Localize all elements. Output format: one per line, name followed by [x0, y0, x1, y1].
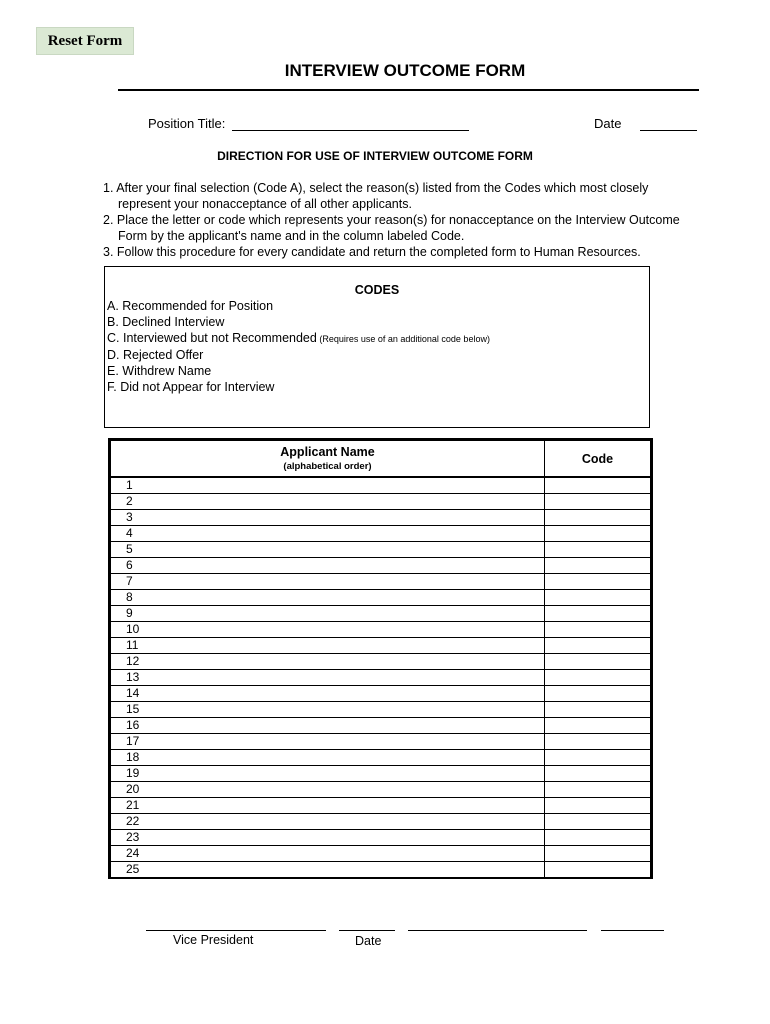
table-row	[110, 670, 652, 686]
applicant-table	[108, 438, 653, 879]
table-row	[110, 638, 652, 654]
table-row	[110, 558, 652, 574]
applicant-name-cell[interactable]: 23	[110, 830, 545, 846]
table-row	[110, 798, 652, 814]
applicant-name-cell[interactable]: 15	[110, 702, 545, 718]
codes-title: CODES	[354, 283, 400, 297]
code-cell[interactable]	[545, 798, 652, 814]
applicant-name-cell[interactable]: 7	[110, 574, 545, 590]
table-row	[110, 590, 652, 606]
applicant-name-cell[interactable]: 17	[110, 734, 545, 750]
code-cell[interactable]	[545, 686, 652, 702]
applicant-name-cell[interactable]: 11	[110, 638, 545, 654]
signature-date-label: Date	[355, 934, 382, 948]
instruction-item: 3. Follow this procedure for every candidate and return the completed form to Human Resources.	[103, 245, 641, 259]
table-row	[110, 654, 652, 670]
second-signature-line[interactable]	[408, 930, 587, 931]
table-row	[110, 734, 652, 750]
applicant-name-cell[interactable]: 1	[110, 477, 545, 494]
table-row	[110, 814, 652, 830]
code-cell[interactable]	[545, 734, 652, 750]
code-cell[interactable]	[545, 590, 652, 606]
code-cell[interactable]	[545, 814, 652, 830]
instruction-item: 2. Place the letter or code which represents your reason(s) for nonacceptance on the Interview Outcome Form by the applicant's name and in the column labeled Code.	[103, 213, 680, 243]
applicant-name-cell[interactable]: 25	[110, 862, 545, 879]
table-row	[110, 526, 652, 542]
applicant-name-cell[interactable]: 8	[110, 590, 545, 606]
code-header	[545, 440, 652, 478]
code-cell[interactable]	[545, 574, 652, 590]
table-row	[110, 686, 652, 702]
table-row	[110, 574, 652, 590]
code-cell[interactable]	[545, 766, 652, 782]
vp-date-line[interactable]	[339, 930, 395, 931]
instruction-item: 1. After your final selection (Code A), select the reason(s) listed from the Codes which most closely represent your nonacceptance of all other applicants.	[103, 181, 649, 211]
applicant-name-cell[interactable]: 20	[110, 782, 545, 798]
code-item-d: D. Rejected Offer	[107, 348, 204, 362]
title-divider	[118, 89, 699, 91]
vp-label: Vice President	[173, 933, 254, 947]
code-item-f: F. Did not Appear for Interview	[107, 380, 275, 394]
codes-list	[107, 298, 490, 395]
code-item-b: B. Declined Interview	[107, 315, 225, 329]
code-cell[interactable]	[545, 542, 652, 558]
vp-signature-line[interactable]	[146, 930, 326, 931]
position-title-label: Position Title:	[148, 116, 226, 131]
applicant-name-cell[interactable]: 19	[110, 766, 545, 782]
code-cell[interactable]	[545, 782, 652, 798]
code-cell[interactable]	[545, 526, 652, 542]
code-cell[interactable]	[545, 606, 652, 622]
table-row	[110, 846, 652, 862]
table-row	[110, 542, 652, 558]
applicant-name-cell[interactable]: 12	[110, 654, 545, 670]
code-cell[interactable]	[545, 862, 652, 879]
applicant-name-cell[interactable]: 3	[110, 510, 545, 526]
code-cell[interactable]	[545, 830, 652, 846]
applicant-name-header-sub: (alphabetical order)	[283, 461, 372, 472]
applicant-name-cell[interactable]: 4	[110, 526, 545, 542]
code-item-e: E. Withdrew Name	[107, 364, 212, 378]
applicant-name-cell[interactable]: 2	[110, 494, 545, 510]
applicant-name-header-label: Applicant Name	[280, 445, 375, 459]
applicant-name-header	[110, 440, 545, 478]
page-title: INTERVIEW OUTCOME FORM	[284, 61, 526, 80]
table-row	[110, 750, 652, 766]
applicant-name-cell[interactable]: 21	[110, 798, 545, 814]
applicant-name-cell[interactable]: 24	[110, 846, 545, 862]
applicant-name-cell[interactable]: 6	[110, 558, 545, 574]
code-cell[interactable]	[545, 622, 652, 638]
code-item-c	[107, 330, 490, 347]
table-row	[110, 862, 652, 879]
date-field[interactable]	[640, 130, 697, 131]
code-cell[interactable]	[545, 510, 652, 526]
table-row	[110, 606, 652, 622]
instructions-list	[103, 180, 683, 260]
table-row	[110, 702, 652, 718]
code-cell[interactable]	[545, 494, 652, 510]
applicant-name-cell[interactable]: 16	[110, 718, 545, 734]
applicant-name-cell[interactable]: 14	[110, 686, 545, 702]
applicant-name-cell[interactable]: 13	[110, 670, 545, 686]
date-label: Date	[594, 116, 622, 131]
applicant-name-cell[interactable]: 22	[110, 814, 545, 830]
applicant-name-cell[interactable]: 18	[110, 750, 545, 766]
code-cell[interactable]	[545, 558, 652, 574]
reset-form-button[interactable]: Reset Form	[36, 27, 134, 55]
applicant-name-cell[interactable]: 9	[110, 606, 545, 622]
code-cell[interactable]	[545, 477, 652, 494]
applicant-name-cell[interactable]: 10	[110, 622, 545, 638]
code-cell[interactable]	[545, 670, 652, 686]
codes-box	[104, 266, 650, 428]
table-row	[110, 510, 652, 526]
direction-heading: DIRECTION FOR USE OF INTERVIEW OUTCOME FORM	[217, 149, 533, 163]
table-row	[110, 782, 652, 798]
applicant-name-cell[interactable]: 5	[110, 542, 545, 558]
code-item-c-label: C. Interviewed but not Recommended	[107, 331, 317, 345]
code-cell[interactable]	[545, 750, 652, 766]
code-item-a: A. Recommended for Position	[107, 299, 274, 313]
table-row	[110, 622, 652, 638]
position-title-field[interactable]	[232, 130, 469, 131]
code-header-label: Code	[581, 451, 614, 466]
table-row	[110, 718, 652, 734]
code-cell[interactable]	[545, 702, 652, 718]
code-cell[interactable]	[545, 638, 652, 654]
code-cell[interactable]	[545, 718, 652, 734]
table-row	[110, 830, 652, 846]
code-item-c-note: (Requires use of an additional code below)	[316, 334, 490, 344]
code-cell[interactable]	[545, 654, 652, 670]
table-row	[110, 766, 652, 782]
code-cell[interactable]	[545, 846, 652, 862]
table-row	[110, 494, 652, 510]
second-date-line[interactable]	[601, 930, 664, 931]
table-row	[110, 477, 652, 494]
